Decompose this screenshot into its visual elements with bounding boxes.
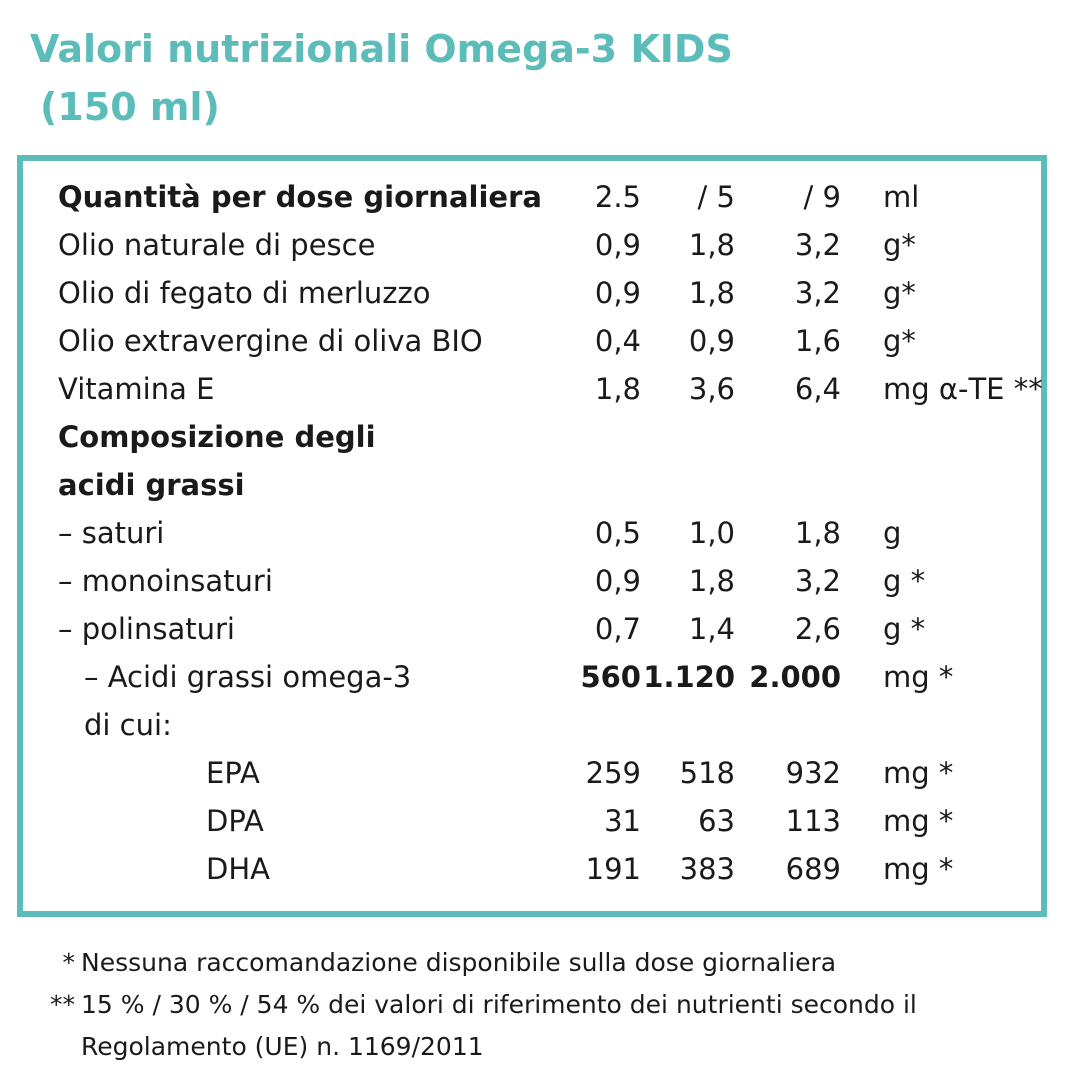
row-value-dose-3: 932 <box>785 756 841 790</box>
row-value-dose-1: 191 <box>585 852 641 886</box>
row-unit: g* <box>883 228 916 262</box>
row-value-dose-3: 113 <box>785 804 841 838</box>
row-label: Olio extravergine di oliva BIO <box>58 324 483 358</box>
table-row <box>23 269 1053 317</box>
table-row <box>23 845 1053 893</box>
title-line-1: Valori nutrizionali Omega-3 KIDS <box>30 27 733 71</box>
header-dose-2: / 5 <box>697 180 735 214</box>
row-unit: mg * <box>883 804 954 838</box>
table-row <box>23 365 1053 413</box>
header-dose-3: / 9 <box>803 180 841 214</box>
row-label: DPA <box>206 804 264 838</box>
row-value-dose-2: 0,9 <box>688 324 735 358</box>
row-value-dose-1: 1,8 <box>594 372 641 406</box>
table-row <box>23 749 1053 797</box>
section-heading-line-2: acidi grassi <box>58 468 245 502</box>
page-title <box>30 20 1050 136</box>
row-value-dose-2: 3,6 <box>688 372 735 406</box>
row-label: DHA <box>206 852 270 886</box>
section-heading <box>23 413 1053 461</box>
table-row <box>23 509 1053 557</box>
row-value-dose-3: 2,6 <box>794 612 841 646</box>
row-unit: mg * <box>883 756 954 790</box>
row-label: – monoinsaturi <box>58 564 273 598</box>
row-value-dose-3: 1,6 <box>794 324 841 358</box>
row-value-dose-1: 259 <box>585 756 641 790</box>
row-value-dose-1: 0,9 <box>594 228 641 262</box>
row-label: Olio di fegato di merluzzo <box>58 276 431 310</box>
row-unit: mg * <box>883 852 954 886</box>
table-row <box>23 701 1053 749</box>
row-unit: mg * <box>883 660 954 694</box>
row-value-dose-1: 0,9 <box>594 276 641 310</box>
row-unit: g * <box>883 564 926 598</box>
footnote-text: 15 % / 30 % / 54 % dei valori di riferimento dei nutrienti secondo il Regolamento (UE) n. 1169/2011 <box>81 990 917 1061</box>
footnotes <box>33 942 1053 1068</box>
row-unit: g * <box>883 612 926 646</box>
table-row <box>23 653 1053 701</box>
table-row <box>23 605 1053 653</box>
row-unit: g* <box>883 324 916 358</box>
row-value-dose-3: 1,8 <box>794 516 841 550</box>
row-label: – saturi <box>58 516 165 550</box>
row-unit: g <box>883 516 902 550</box>
row-value-dose-2: 1,8 <box>688 276 735 310</box>
row-label: – Acidi grassi omega-3 <box>84 660 412 694</box>
row-value-dose-3: 689 <box>785 852 841 886</box>
nutrition-table <box>17 155 1047 917</box>
row-value-dose-1: 560 <box>580 660 641 694</box>
row-value-dose-2: 1.120 <box>643 660 735 694</box>
section-heading-line-1: Composizione degli <box>58 420 376 454</box>
row-value-dose-3: 3,2 <box>794 564 841 598</box>
row-value-dose-1: 0,5 <box>594 516 641 550</box>
row-label: Vitamina E <box>58 372 215 406</box>
row-value-dose-2: 1,8 <box>688 228 735 262</box>
footnote-text: Nessuna raccomandazione disponibile sulla dose giornaliera <box>81 948 837 977</box>
row-value-dose-1: 0,9 <box>594 564 641 598</box>
header-dose-1: 2.5 <box>594 180 641 214</box>
section-heading <box>23 461 1053 509</box>
table-header-row <box>23 173 1053 221</box>
table-row <box>23 557 1053 605</box>
table-row <box>23 317 1053 365</box>
row-value-dose-2: 63 <box>698 804 735 838</box>
footnote-mark: * <box>62 948 75 977</box>
row-value-dose-3: 6,4 <box>794 372 841 406</box>
row-label: di cui: <box>84 708 172 742</box>
row-value-dose-1: 31 <box>604 804 641 838</box>
row-value-dose-2: 1,4 <box>688 612 735 646</box>
row-value-dose-2: 518 <box>679 756 735 790</box>
row-value-dose-2: 1,0 <box>688 516 735 550</box>
title-line-2: (150 ml) <box>40 85 220 129</box>
row-value-dose-3: 3,2 <box>794 276 841 310</box>
row-value-dose-3: 3,2 <box>794 228 841 262</box>
footnote-mark: ** <box>50 990 75 1019</box>
row-value-dose-1: 0,7 <box>594 612 641 646</box>
row-label: EPA <box>206 756 260 790</box>
row-label: Olio naturale di pesce <box>58 228 376 262</box>
row-unit: g* <box>883 276 916 310</box>
table-row <box>23 797 1053 845</box>
row-label: – polinsaturi <box>58 612 235 646</box>
footnote <box>33 984 1053 1068</box>
row-value-dose-1: 0,4 <box>594 324 641 358</box>
table-row <box>23 221 1053 269</box>
header-unit: ml <box>883 180 920 214</box>
header-label: Quantità per dose giornaliera <box>58 180 542 214</box>
row-value-dose-3: 2.000 <box>749 660 841 694</box>
row-value-dose-2: 1,8 <box>688 564 735 598</box>
footnote <box>33 942 1053 984</box>
row-unit: mg α-TE ** <box>883 372 1043 406</box>
row-value-dose-2: 383 <box>679 852 735 886</box>
